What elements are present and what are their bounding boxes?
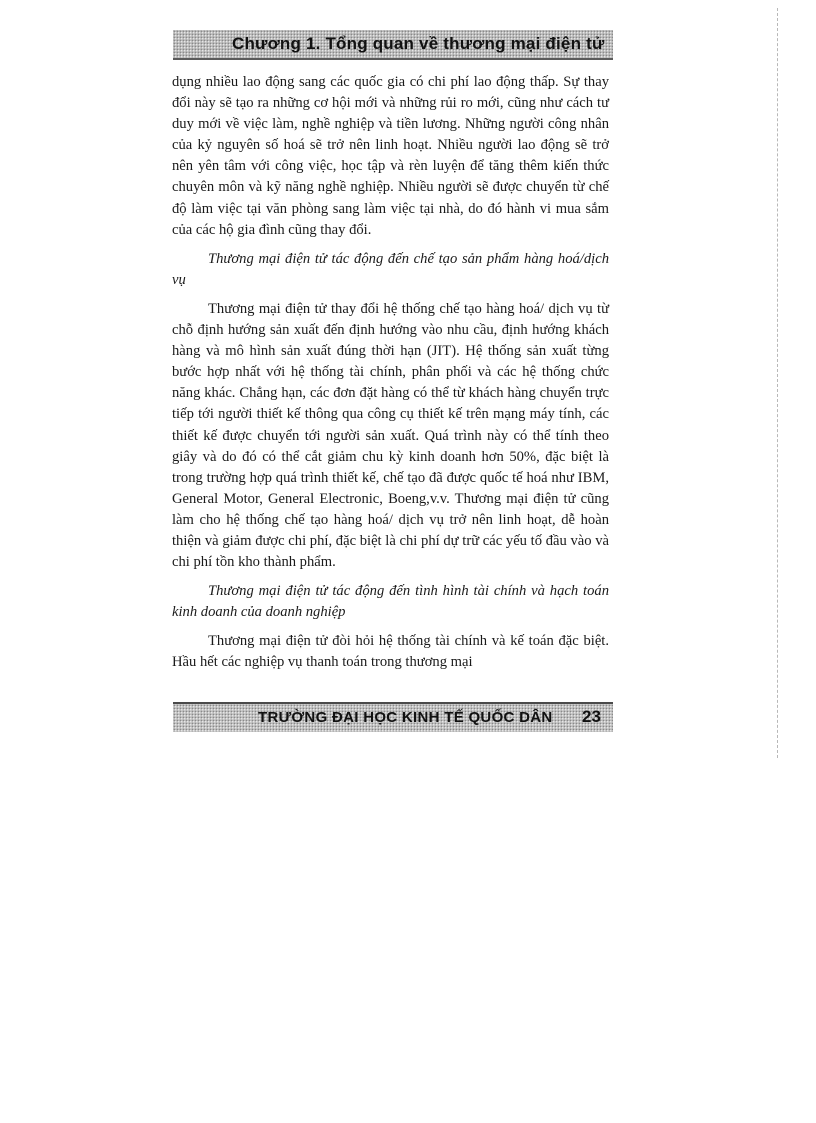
paragraph-manufacturing: Thương mại điện tử thay đổi hệ thống chế tạo hàng hoá/ dịch vụ từ chỗ định hướng sản xuất đến định hướng vào nhu cầu, định hướng khách hàng và mô hình sản xuất đúng thời hạn (JIT). Hệ thống sản xuất từng bước hợp nhất với hệ thống tài chính, phân phối và các hệ thống chức năng khác. Chẳng hạn, các đơn đặt hàng có thể từ khách hàng chuyển trực tiếp tới người thiết kế thông qua công cụ thiết kế trên mạng máy tính, các thiết kế được chuyển tới người sản xuất. Quá trình này có thể tính theo giây và do đó có thể cắt giảm chu kỳ kinh doanh hơn 50%, đặc biệt là trong trường hợp quá trình thiết kế, chế tạo đã được quốc tế hoá như IBM, General Motor, General Electronic, Boeng,v.v. Thương mại điện tử cũng làm cho hệ thống chế tạo hàng hoá/ dịch vụ trở nên linh hoạt, dễ hoàn thiện và giảm được chi phí, đặc biệt là chi phí dự trữ các yếu tố đầu vào và chi phí tồn kho thành phẩm. (172, 300, 609, 571)
page-number: 23 (582, 707, 601, 726)
section-heading-finance: Thương mại điện tử tác động đến tình hình tài chính và hạch toán kinh doanh của doanh nghiệp (172, 583, 609, 621)
paragraph-continuation: dụng nhiều lao động sang các quốc gia có chi phí lao động thấp. Sự thay đổi này sẽ tạo ra những cơ hội mới và những rủi ro mới, cũng như cách tư duy mới về việc làm, nghề nghiệp và tiền lương. Những người công nhân của kỷ nguyên số hoá sẽ trở nên linh hoạt. Nhiều người lao động sẽ trở nên yên tâm với công việc, học tập và rèn luyện để tăng thêm kiến thức chuyên môn và kỹ năng nghề nghiệp. Nhiều người sẽ được chuyển từ chế độ làm việc tại văn phòng sang làm việc tại nhà, do đó hành vi mua sắm của các hộ gia đình cũng thay đổi. (172, 74, 609, 238)
paragraph-finance: Thương mại điện tử đòi hỏi hệ thống tài chính và kế toán đặc biệt. Hầu hết các nghiệp vụ thanh toán trong thương mại (172, 633, 609, 671)
scan-edge-line (777, 8, 778, 758)
section-heading-manufacturing: Thương mại điện tử tác động đến chế tạo sản phẩm hàng hoá/dịch vụ (172, 250, 609, 288)
school-name: TRƯỜNG ĐẠI HỌC KINH TẾ QUỐC DÂN (258, 709, 553, 726)
body-text (172, 72, 609, 674)
chapter-title: Chương 1. Tổng quan về thương mại điện tử (232, 34, 605, 53)
